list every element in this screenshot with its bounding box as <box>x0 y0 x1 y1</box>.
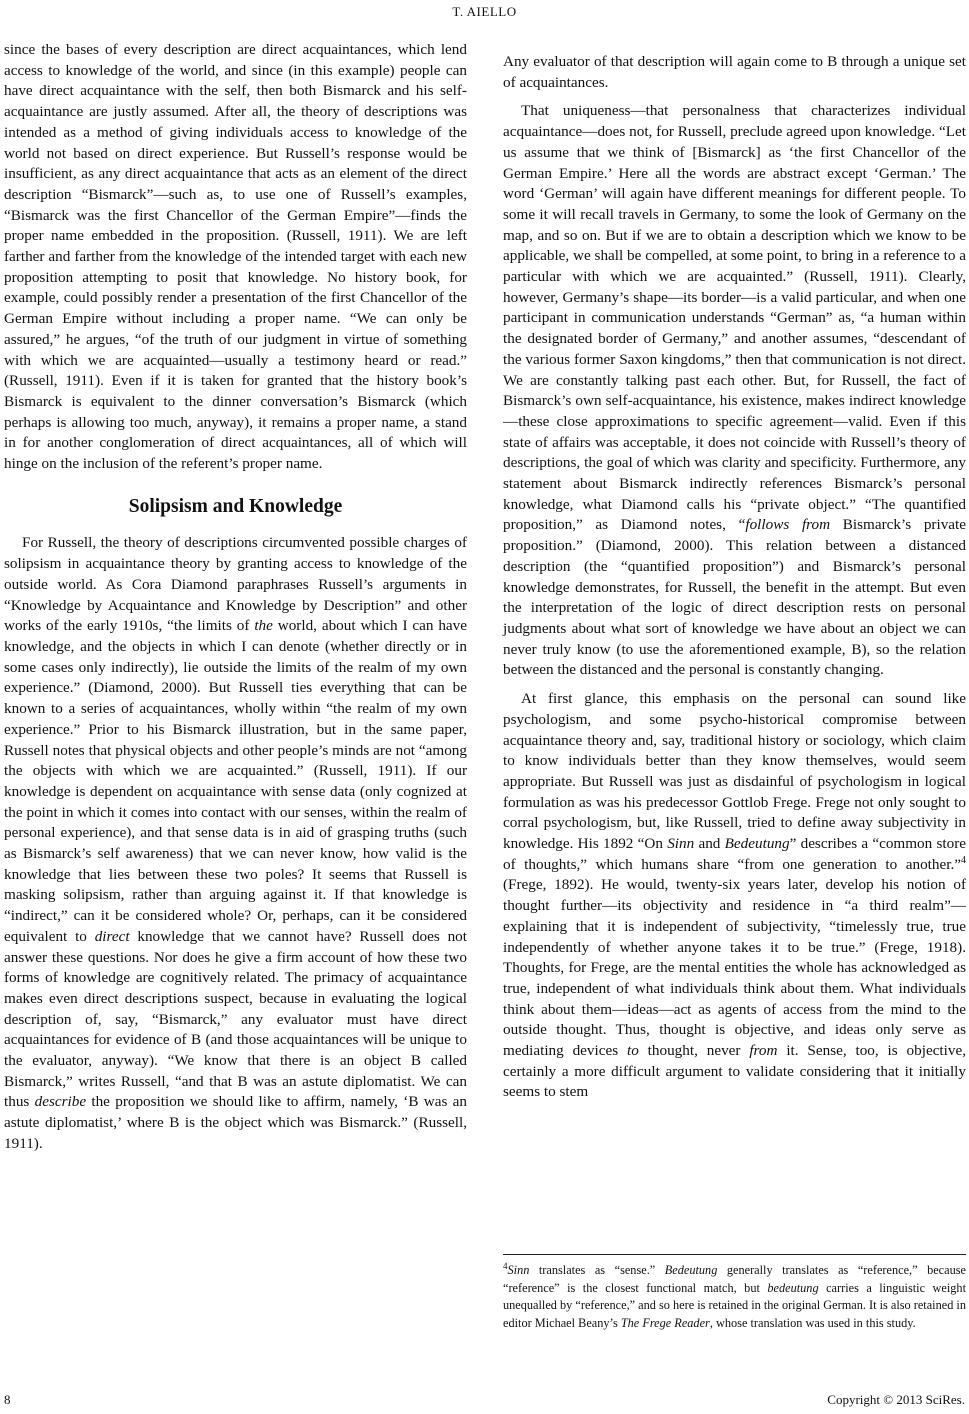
footnote-divider <box>503 1254 966 1255</box>
left-column <box>4 40 467 1155</box>
copyright-notice: Copyright © 2013 SciRes. <box>827 1392 965 1407</box>
footnote: $^4$Sinn translates as “sense.” Bedeutung generally translates as “reference,” because “reference” is the closest functional match, but bedeutung carries a linguistic weight unequalled by “reference,” and so here is retained in the original German. It is also retained in editor Michael Beany’s The Frege Reader, whose translation was used in this study. <box>503 1260 966 1330</box>
paragraph: That uniqueness—that personalness that characterizes individual acquaintance—does not, for Russell, preclude agreed upon knowledge. “Let us assume that we think of [Bismarck] as ‘the first Chancellor of the German Empire.’ Here all the words are abstract except ‘German.’ The word ‘German’ will again have different meanings for different people. To some it will recall travels in Germany, to some the look of Germany on the map, and so on. But if we are to obtain a description which we know to be applicable, we shall be compelled, at some point, to bring in a reference to a particular with which we are acquainted.” (Russell, 1911). Clearly, however, Germany’s shape—its border—is a valid particular, and when one participant in communication understands “German” as, “a human within the designated border of Germany,” and another assumes, “descendant of the various former Saxon kingdoms,” then that communication is not direct. We are constantly talking past each other. But, for Russell, the fact of Bismarck’s own self-acquaintance, his existence, makes indirect knowledge—these close approximations to specific agreement—valid. Even if this state of affairs was acceptable, it does not coincide with Russell’s theory of descriptions, the goal of which was clarity and specificity. Furthermore, any statement about Bismarck indirectly references Bismarck’s personal knowledge, what Diamond calls his “private object.” “The quantified proposition,” as Diamond notes, “follows from Bismarck’s private proposition.” (Diamond, 2000). This relation between a distanced description (the “quantified proposition”) and Bismarck’s personal knowledge demonstrates, for Russell, the benefit in the attempt. But even the interpretation of the logic of direct description rests on personal judgments about what sort of knowledge we have about an object we can never truly know (to use the aforementioned example, B), so the relation between the distanced and the personal is constantly changing. <box>503 102 966 679</box>
running-head: T. AIELLO <box>452 4 517 19</box>
paragraph: Any evaluator of that description will again come to B through a unique set of acquaintances. <box>503 53 966 91</box>
footnote-reference[interactable]: 4 <box>961 854 966 866</box>
page-number: 8 <box>4 1392 11 1407</box>
right-column <box>503 52 966 1103</box>
section-heading: Solipsism and Knowledge <box>128 495 343 517</box>
paragraph: For Russell, the theory of descriptions circumvented possible charges of solipsism in acquaintance theory by granting access to knowledge of the outside world. As Cora Diamond paraphrases Russell’s arguments in “Knowledge by Acquaintance and Knowledge by Description” and other works of the early 1910s, “the limits of the world, about which I can have knowledge, and the objects in which I can denote (whether directly or in some cases only indirectly), lie outside the limits of the realm of my own experience.” (Diamond, 2000). But Russell ties everything that can be known to a series of acquaintances, wholly within “the realm of my own experience.” Prior to his Bismarck illustration, but in the same paper, Russell notes that physical objects and other people’s minds are not “among the objects with which we are acquainted.” (Russell, 1911). If our knowledge is dependent on acquaintance with sense data (only cognized at the point in which it comes into contact with our senses, within the realm of personal experience), and that sense data is in aid of grasping truths (such as Bismarck’s self awareness) that we can never know, how valid is the knowledge that lies between these two poles? It seems that Russell is masking solipsism, rather than arguing against it. If that knowledge is “indirect,” can it be considered whole? Or, perhaps, can it be considered equivalent to direct knowledge that we cannot have? Russell does not answer these questions. Nor does he give a firm account of how these two forms of knowledge are cognitively related. The primacy of acquaintance makes even direct descriptions suspect, because in evaluating the logical description of, say, “Bismarck,” any evaluator must have direct acquaintances for evidence of B (and those acquaintances will be unique to the evaluator, anyway). “We know that there is an object B called Bismarck,” writes Russell, “and that B was an astute diplomatist. We can thus describe the proposition we should like to affirm, namely, ‘B was an astute diplomatist,’ where B is the object which was Bismarck.” (Russell, 1911). <box>4 534 468 1152</box>
footnote-marker: 4 <box>503 1260 508 1271</box>
paragraph: At first glance, this emphasis on the personal can sound like psychologism, and some psycho-historical compromise between acquaintance theory and, say, traditional history or sociology, which claim to know individuals better than they know themselves, would seem appropriate. But Russell was just as disdainful of psychologism in logical formulation as was his predecessor Gottlob Frege. Frege not only sought to corral psychologism, but, like Russell, tried to define away subjectivity in knowledge. His 1892 “On Sinn and Bedeutung” describes a “common store of thoughts,” which humans share “from one generation to another.”$^4$ (Frege, 1892). He would, twenty-six years later, develop his notion of thought further—its objectivity and residence in “a third realm”—explaining that it is independent of subjectivity, “timelessly true, true independently of whether anyone takes it to be true.” (Frege, 1918). Thoughts, for Frege, are the mental entities the whole has acknowledged as true, independent of what individuals think about them. What individuals think about them—ideas—act as agents of access from the mind to the outside thought. Thus, thought is objective, and ideas only serve as mediating devices to thought, never from it. Sense, too, is objective, certainly a more difficult argument to validate considering that it initially seems to stem <box>503 690 967 1101</box>
paragraph: since the bases of every description are direct acquaintances, which lend access to knowledge of the world, and since (in this example) people can have direct acquaintance with the self, then both Bismarck and his self-acquaintance are justly assumed. After all, the theory of descriptions was intended as a method of giving individuals access to knowledge of the world not based on direct experience. But Russell’s response would be insufficient, as any direct acquaintance that acts as an element of the direct description “Bismarck”—such as, to use one of Russell’s examples, “Bismarck was the first Chancellor of the German Empire”—finds the proper name embedded in the proposition. (Russell, 1911). We are left farther and farther from the knowledge of the intended target with each new proposition attempting to posit that knowledge. No history book, for example, could possibly render a presentation of the first Chancellor of the German Empire without including a proper name. “We can only be assured,” he argues, “of the truth of our judgment in virtue of something with which we are acquainted—usually a testimony heard or read.” (Russell, 1911). Even if it is taken for granted that the history book’s Bismarck is equivalent to the dinner conversation’s Bismarck (which perhaps is allowing too much, anyway), it remains a proper name, a stand in for another conglomeration of direct acquaintances, all of which will hinge on the inclusion of the referent’s proper name. <box>4 41 467 473</box>
